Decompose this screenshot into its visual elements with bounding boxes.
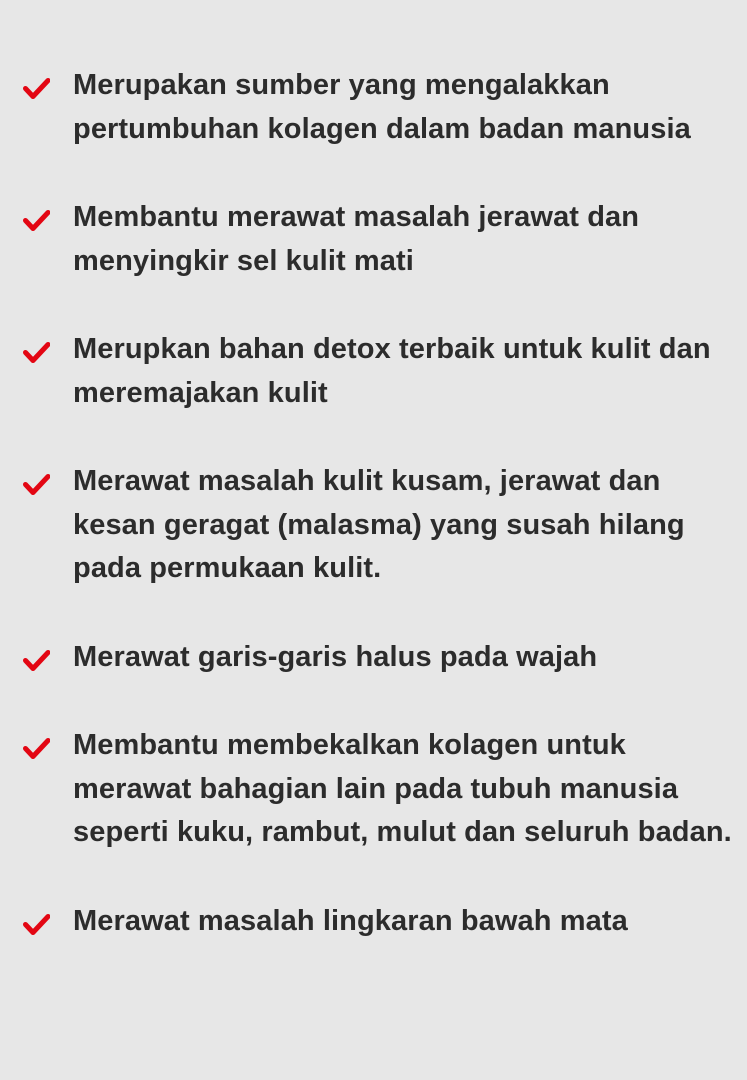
benefit-item: [0, 196, 747, 283]
benefit-text: Merawat masalah kulit kusam, jerawat dan kesan geragat (malasma) yang susah hilang pada permukaan kulit.: [73, 465, 685, 584]
benefit-item: [0, 724, 747, 855]
checkmark-icon: [23, 78, 50, 99]
benefit-text: Merawat masalah lingkaran bawah mata: [73, 904, 628, 937]
benefit-item: [0, 328, 747, 415]
benefit-item: [0, 64, 747, 151]
benefit-text: Membantu merawat masalah jerawat dan menyingkir sel kulit mati: [73, 201, 640, 277]
checkmark-icon: [23, 474, 50, 495]
benefit-text: Merawat garis-garis halus pada wajah: [73, 640, 598, 673]
benefit-text: Merupkan bahan detox terbaik untuk kulit dan meremajakan kulit: [73, 333, 711, 409]
benefit-text: Merupakan sumber yang mengalakkan pertumbuhan kolagen dalam badan manusia: [73, 69, 691, 145]
checkmark-icon: [23, 342, 50, 363]
benefit-item: [0, 460, 747, 591]
checkmark-icon: [23, 738, 50, 759]
checkmark-icon: [23, 650, 50, 671]
benefit-item: [0, 900, 747, 944]
checkmark-icon: [23, 914, 50, 935]
checkmark-icon: [23, 210, 50, 231]
benefit-item: [0, 636, 747, 680]
benefit-text: Membantu membekalkan kolagen untuk merawat bahagian lain pada tubuh manusia seperti kuku, rambut, mulut dan seluruh badan.: [73, 729, 732, 848]
